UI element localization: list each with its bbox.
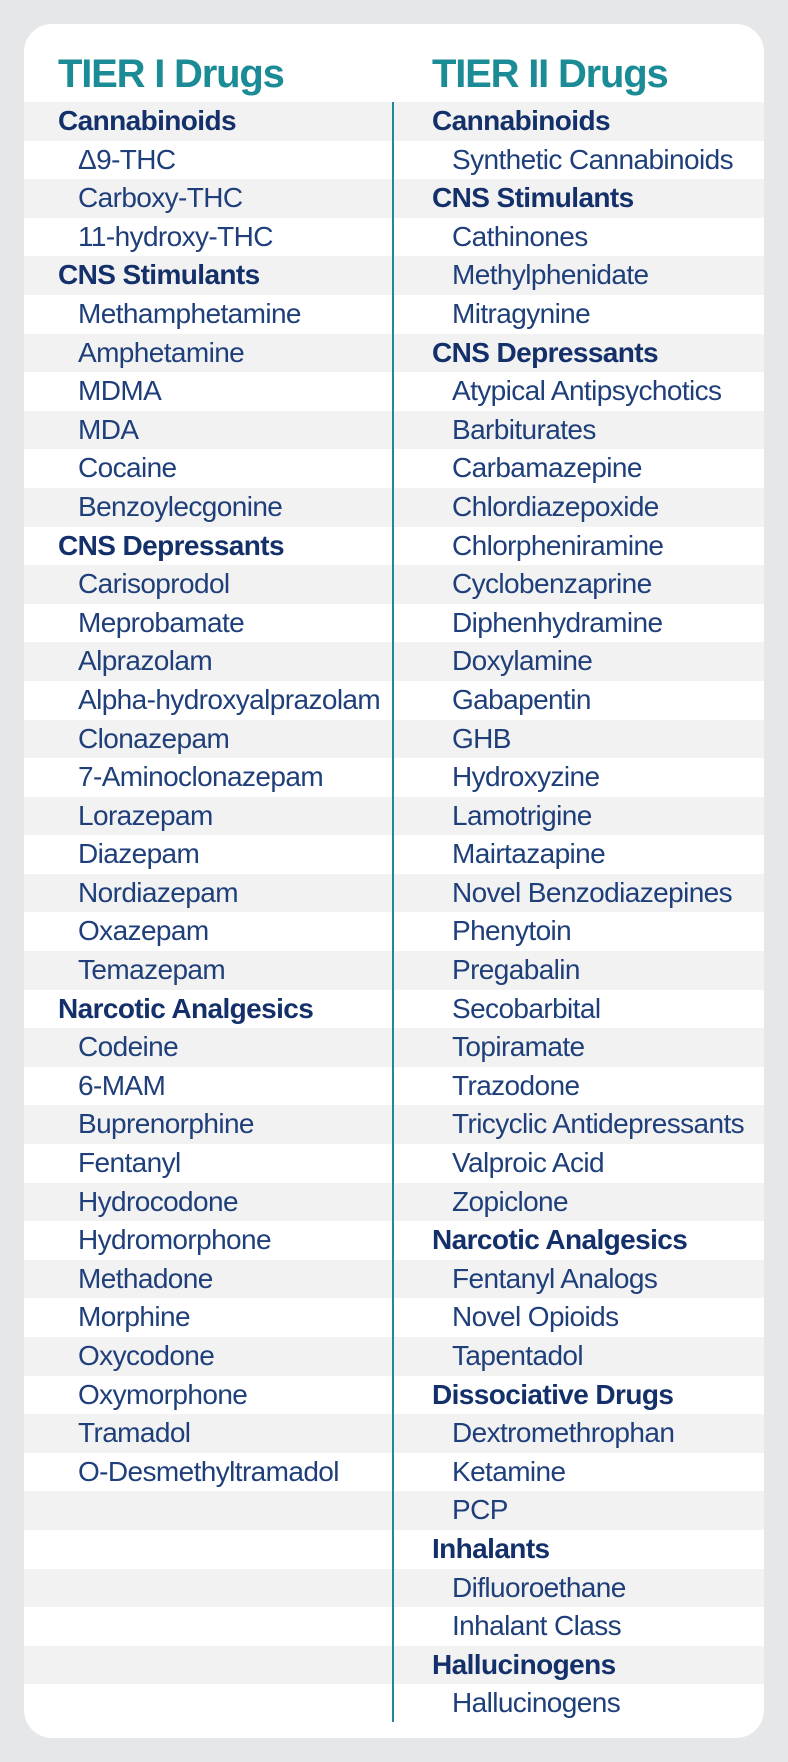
drug-item: Alpha-hydroxyalprazolam [78,683,381,715]
drug-item: Amphetamine [78,336,245,368]
drug-item: Trazodone [452,1069,580,1101]
drug-item: 7-Aminoclonazepam [78,761,324,793]
category-heading: Hallucinogens [432,1648,616,1680]
drug-item: Methadone [78,1262,213,1294]
drug-item: Carisoprodol [78,568,230,600]
drug-item: Nordiazepam [78,876,238,908]
drug-item: Dextromethrophan [452,1417,675,1449]
drug-item: Zopiclone [452,1185,569,1217]
category-heading: CNS Stimulants [58,259,260,291]
drug-item: MDMA [78,375,162,407]
drug-item: MDA [78,413,139,445]
drug-item: Atypical Antipsychotics [452,375,722,407]
drug-item: Carbamazepine [452,452,642,484]
drug-item: Phenytoin [452,915,572,947]
drug-item: Methamphetamine [78,297,301,329]
drug-item: Doxylamine [452,645,593,677]
drug-item: Lorazepam [78,799,213,831]
drug-item: Fentanyl [78,1147,181,1179]
drug-item: Cathinones [452,220,588,252]
category-heading: Dissociative Drugs [432,1378,674,1410]
drug-item: Hydrocodone [78,1185,238,1217]
drug-item: Clonazepam [78,722,230,754]
drug-item: Tramadol [78,1417,191,1449]
drug-item: Tricyclic Antidepressants [452,1108,745,1140]
drug-item: Chlordiazepoxide [452,490,659,522]
drug-item: Novel Benzodiazepines [452,876,733,908]
drug-item: Meprobamate [78,606,245,638]
drug-item: Fentanyl Analogs [452,1262,658,1294]
drug-item: Ketamine [452,1455,566,1487]
drug-item: Synthetic Cannabinoids [452,143,733,175]
drug-item: Morphine [78,1301,190,1333]
drug-item: Mitragynine [452,297,591,329]
drug-item: Novel Opioids [452,1301,619,1333]
drug-item: Oxymorphone [78,1378,248,1410]
drug-item: GHB [452,722,511,754]
tier1-list [58,102,418,1491]
category-heading: Narcotic Analgesics [432,1224,688,1256]
drug-item: Topiramate [452,1031,585,1063]
drug-item: Cyclobenzaprine [452,568,652,600]
category-heading: CNS Stimulants [432,182,634,214]
drug-item: Hallucinogens [452,1687,621,1719]
drug-item: O-Desmethyltramadol [78,1455,339,1487]
drug-item: Diazepam [78,838,200,870]
drug-item: Methylphenidate [452,259,649,291]
drug-item: Benzoylecgonine [78,490,283,522]
drug-item: Oxazepam [78,915,209,947]
drug-item: Valproic Acid [452,1147,604,1179]
drug-item: Buprenorphine [78,1108,254,1140]
drug-item: Inhalant Class [452,1610,622,1642]
tier2-title: TIER II Drugs [432,52,668,96]
drug-item: Tapentadol [452,1340,584,1371]
drug-item: 6-MAM [78,1069,166,1101]
drug-item: Mairtazapine [452,838,606,870]
drug-item: Hydroxyzine [452,761,600,793]
drug-item: Codeine [78,1031,179,1063]
category-heading: Inhalants [432,1532,550,1564]
drug-item: Carboxy-THC [78,182,243,214]
category-heading: Cannabinoids [58,105,236,136]
drug-item: Lamotrigine [452,799,592,831]
tier1-title: TIER I Drugs [58,52,284,96]
category-heading: Narcotic Analgesics [58,992,314,1024]
category-heading: CNS Depressants [58,529,284,561]
drug-item: PCP [452,1494,508,1526]
drug-item: Barbiturates [452,413,596,445]
drug-item: Hydromorphone [78,1224,271,1256]
drug-item: Alprazolam [78,645,213,677]
drug-item: Chlorpheniramine [452,529,664,561]
drug-item: 11-hydroxy-THC [78,220,273,252]
drug-item: Diphenhydramine [452,606,663,638]
drug-item: Pregabalin [452,954,580,986]
drug-item: Oxycodone [78,1340,215,1371]
drug-item: Δ9-THC [78,143,176,175]
tier2-list [432,102,764,1723]
drug-item: Secobarbital [452,992,601,1024]
drug-item: Difluoroethane [452,1571,626,1603]
drug-item: Temazepam [78,954,226,986]
drug-panel-card [24,24,764,1738]
category-heading: Cannabinoids [432,105,610,136]
drug-item: Cocaine [78,452,177,484]
category-heading: CNS Depressants [432,336,658,368]
drug-item: Gabapentin [452,683,591,715]
